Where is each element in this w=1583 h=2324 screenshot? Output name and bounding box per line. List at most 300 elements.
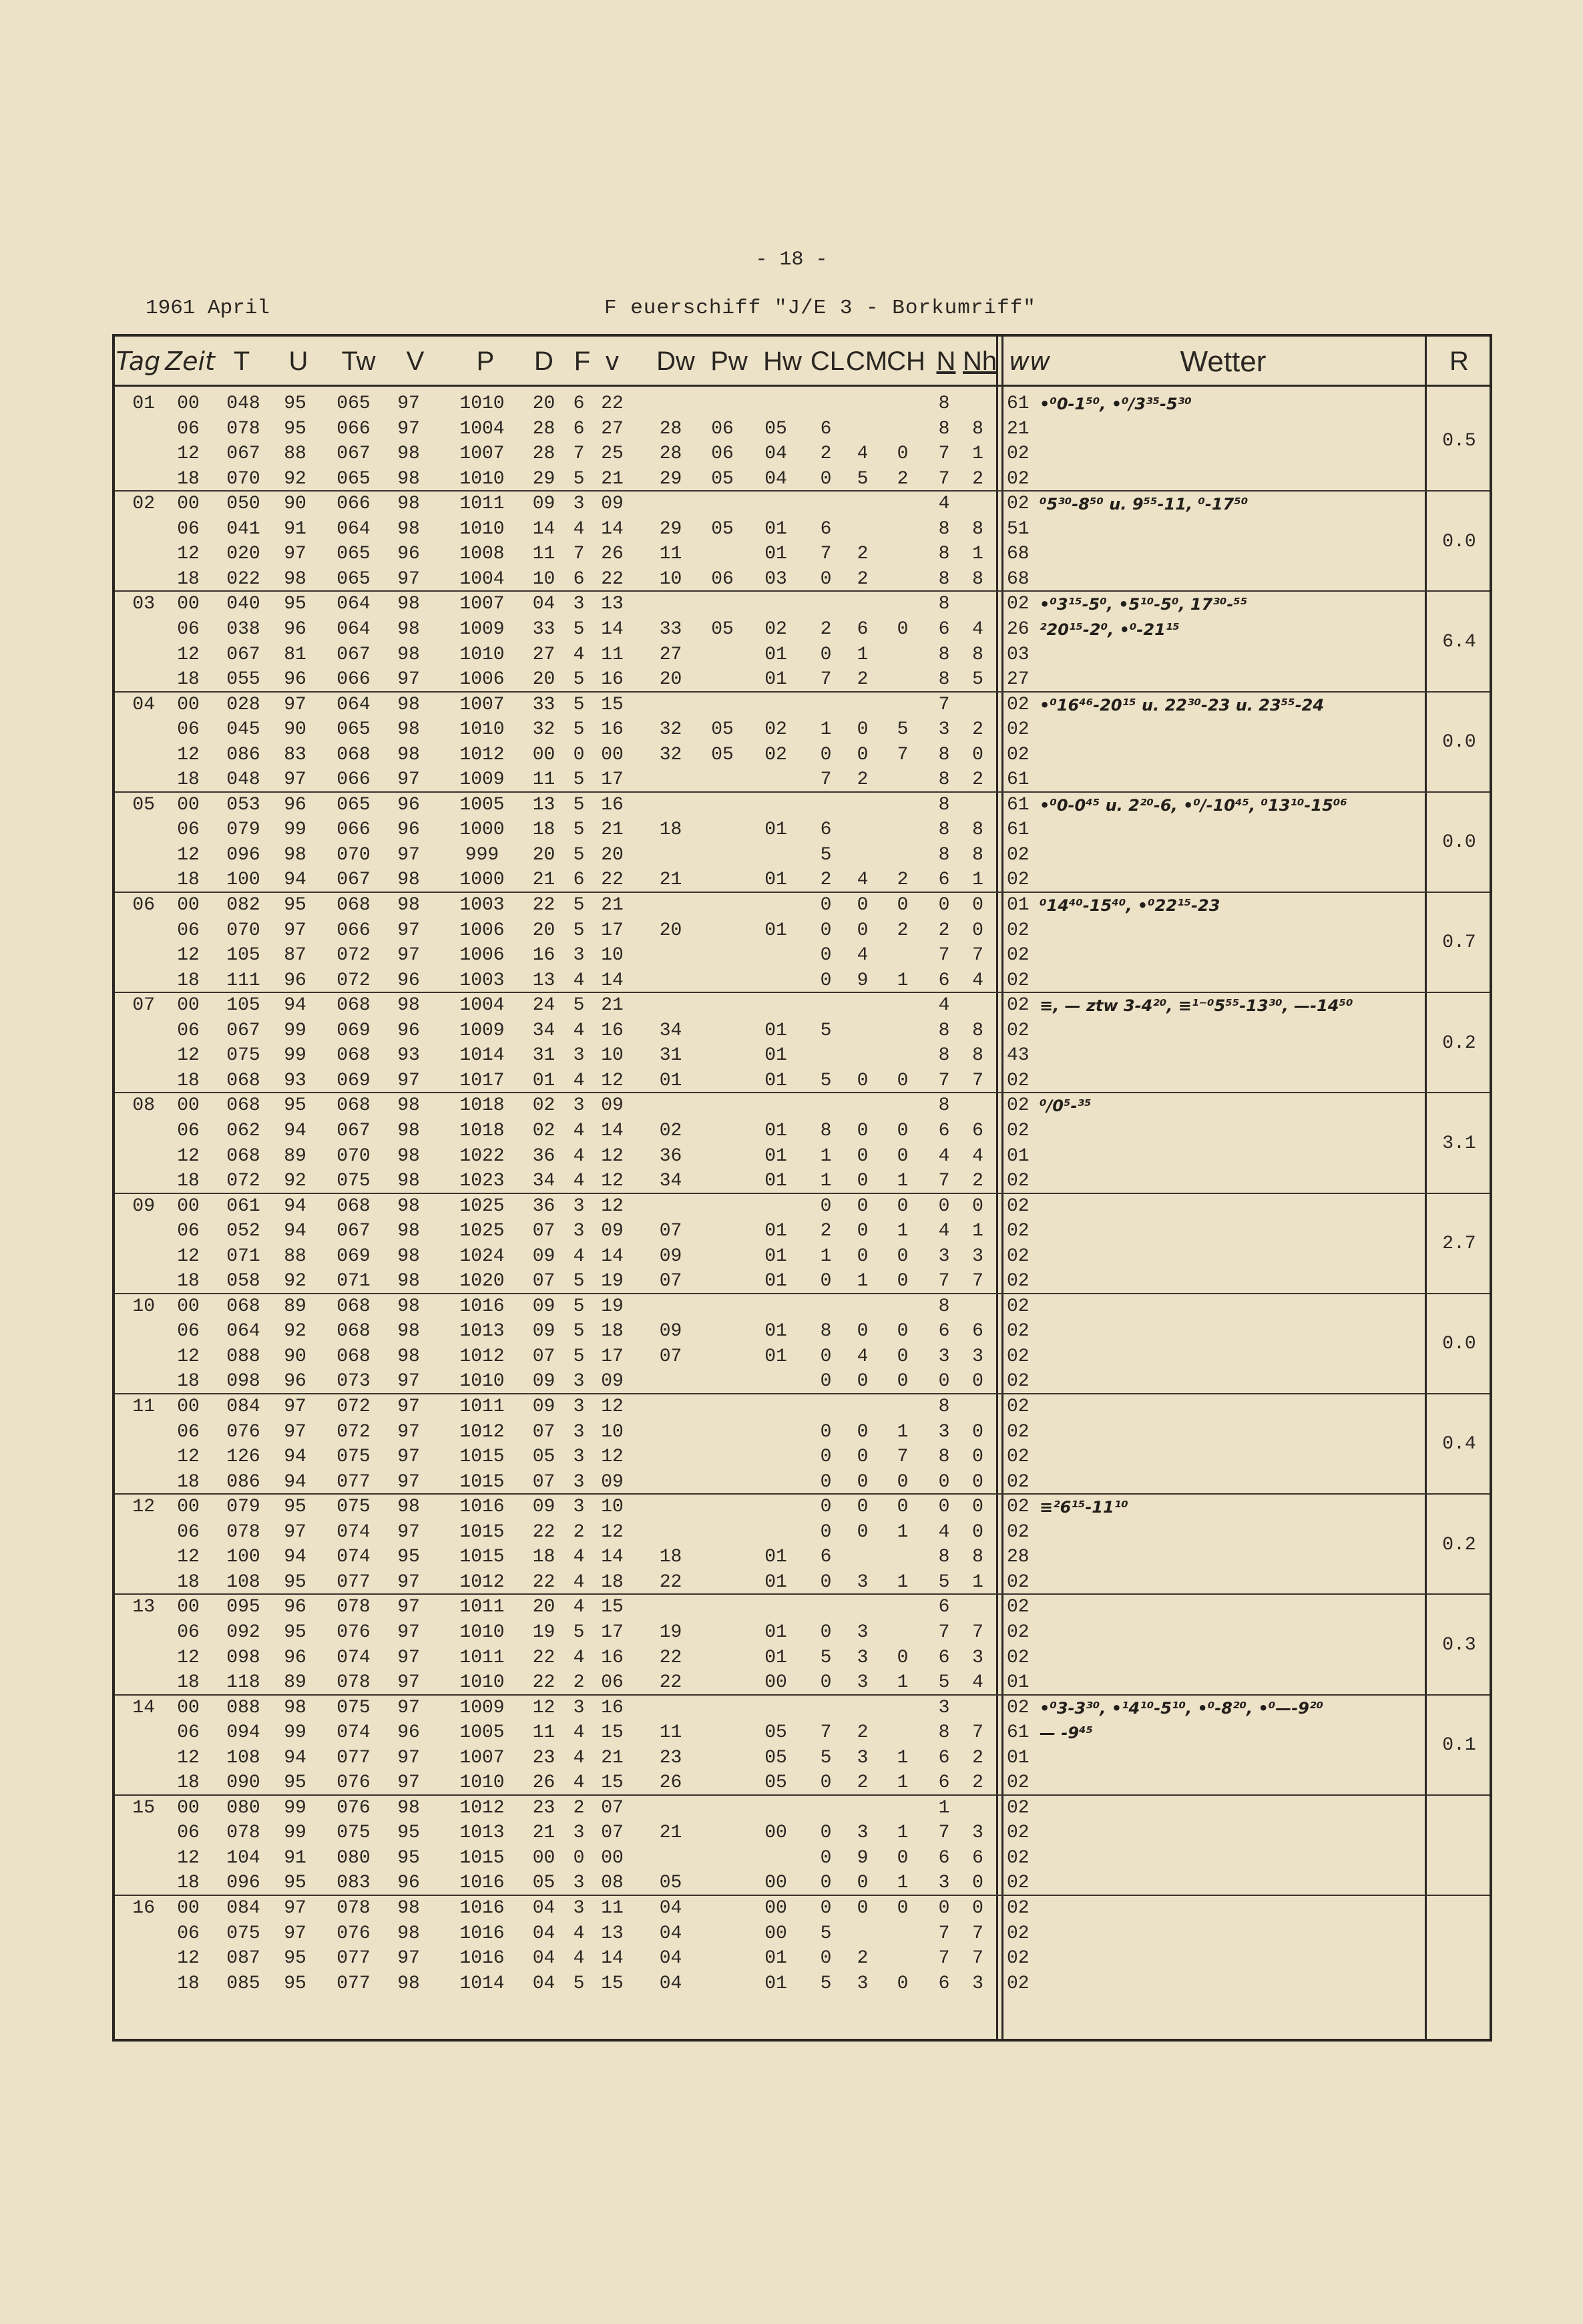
cell-nh: 6 bbox=[972, 1321, 983, 1342]
cell-dw: 29 bbox=[659, 468, 682, 490]
cell-zeit: 18 bbox=[177, 1672, 200, 1694]
cell-nh: 7 bbox=[972, 1948, 983, 1969]
cell-p: 1024 bbox=[459, 1245, 505, 1267]
cell-d: 23 bbox=[532, 1797, 555, 1818]
cell-u: 98 bbox=[284, 568, 306, 590]
cell-tw: 075 bbox=[336, 1171, 371, 1192]
cell-v-small: 16 bbox=[601, 669, 624, 691]
cell-tw: 072 bbox=[336, 1421, 371, 1442]
cell-p: 1016 bbox=[459, 1923, 505, 1944]
cell-p: 1023 bbox=[459, 1171, 505, 1192]
cell-cl: 2 bbox=[820, 869, 832, 891]
cell-t: 118 bbox=[226, 1672, 260, 1694]
cell-d: 32 bbox=[532, 719, 555, 741]
cell-u: 94 bbox=[284, 1221, 306, 1242]
cell-u: 94 bbox=[284, 869, 306, 891]
cell-t: 048 bbox=[226, 769, 260, 791]
cell-d: 07 bbox=[532, 1421, 555, 1442]
cell-hw: 01 bbox=[764, 1647, 787, 1668]
cell-d: 09 bbox=[532, 1396, 555, 1417]
cell-ww: 21 bbox=[1007, 418, 1030, 439]
cell-zeit: 06 bbox=[177, 1521, 200, 1543]
day-separator bbox=[115, 1193, 1490, 1194]
cell-t: 086 bbox=[226, 744, 260, 765]
cell-t: 100 bbox=[226, 1547, 260, 1568]
cell-tw: 074 bbox=[336, 1647, 371, 1668]
cell-zeit: 12 bbox=[177, 1647, 200, 1668]
cell-p: 1025 bbox=[459, 1221, 505, 1242]
cell-d: 09 bbox=[532, 1296, 555, 1317]
cell-d: 27 bbox=[532, 644, 555, 665]
cell-ww: 02 bbox=[1007, 1797, 1030, 1818]
cell-p: 1018 bbox=[459, 1095, 505, 1117]
cell-ch: 5 bbox=[897, 719, 909, 741]
cell-cm: 0 bbox=[857, 744, 869, 765]
cell-u: 97 bbox=[284, 769, 306, 791]
cell-v-small: 14 bbox=[601, 1948, 624, 1969]
col-ww: ww bbox=[1008, 347, 1051, 376]
cell-ww: 03 bbox=[1007, 644, 1030, 665]
day-separator bbox=[115, 1794, 1490, 1796]
cell-d: 20 bbox=[532, 844, 555, 865]
col-tag: Tag bbox=[116, 347, 161, 376]
cell-u: 99 bbox=[284, 819, 306, 841]
cell-pw: 06 bbox=[711, 443, 734, 465]
cell-cl: 8 bbox=[820, 1321, 832, 1342]
cell-f: 4 bbox=[573, 1145, 585, 1167]
cell-nh: 2 bbox=[972, 1772, 983, 1794]
cell-u: 97 bbox=[284, 920, 306, 941]
cell-cm: 9 bbox=[857, 970, 869, 991]
cell-hw: 01 bbox=[764, 1547, 787, 1568]
cell-cl: 0 bbox=[820, 1271, 832, 1292]
cell-cm: 3 bbox=[857, 1822, 869, 1844]
cell-d: 22 bbox=[532, 1672, 555, 1694]
cell-ww: 26 bbox=[1007, 618, 1030, 640]
cell-cl: 7 bbox=[820, 544, 832, 565]
cell-tag: 08 bbox=[132, 1095, 155, 1117]
cell-tw: 068 bbox=[336, 895, 371, 916]
cell-cm: 2 bbox=[857, 1722, 869, 1744]
cell-f: 4 bbox=[573, 1948, 585, 1969]
cell-d: 09 bbox=[532, 1497, 555, 1518]
cell-v-small: 12 bbox=[601, 1195, 624, 1217]
cell-zeit: 12 bbox=[177, 443, 200, 465]
cell-tw: 067 bbox=[336, 1120, 371, 1141]
cell-hw: 01 bbox=[764, 1948, 787, 1969]
cell-ch: 0 bbox=[897, 1847, 909, 1869]
cell-hw: 02 bbox=[764, 618, 787, 640]
cell-dw: 20 bbox=[659, 920, 682, 941]
cell-f: 3 bbox=[573, 1221, 585, 1242]
cell-ww: 28 bbox=[1007, 1547, 1030, 1568]
cell-zeit: 12 bbox=[177, 1045, 200, 1067]
cell-v-small: 15 bbox=[601, 1597, 624, 1618]
cell-ch: 1 bbox=[897, 1521, 909, 1543]
cell-cl: 2 bbox=[820, 443, 832, 465]
cell-d: 04 bbox=[532, 1898, 555, 1919]
cell-tag: 15 bbox=[132, 1797, 155, 1818]
cell-t: 088 bbox=[226, 1697, 260, 1718]
cell-tw: 068 bbox=[336, 1195, 371, 1217]
cell-tw: 072 bbox=[336, 1396, 371, 1417]
cell-t: 076 bbox=[226, 1421, 260, 1442]
cell-n: 8 bbox=[938, 418, 950, 439]
cell-p: 1017 bbox=[459, 1070, 505, 1091]
cell-cm: 0 bbox=[857, 1245, 869, 1267]
cell-nh: 0 bbox=[972, 895, 983, 916]
cell-nh: 0 bbox=[972, 1421, 983, 1442]
cell-hw: 01 bbox=[764, 1973, 787, 1994]
cell-dw: 29 bbox=[659, 518, 682, 540]
cell-f: 5 bbox=[573, 844, 585, 865]
cell-zeit: 06 bbox=[177, 1221, 200, 1242]
cell-v-small: 12 bbox=[601, 1145, 624, 1167]
cell-v: 98 bbox=[397, 594, 420, 615]
cell-tag: 05 bbox=[132, 794, 155, 815]
cell-v-small: 13 bbox=[601, 594, 624, 615]
cell-v: 96 bbox=[397, 1722, 420, 1744]
cell-v: 97 bbox=[397, 1948, 420, 1969]
cell-tw: 064 bbox=[336, 594, 371, 615]
cell-t: 067 bbox=[226, 644, 260, 665]
cell-dw: 09 bbox=[659, 1245, 682, 1267]
cell-cl: 6 bbox=[820, 518, 832, 540]
cell-nh: 7 bbox=[972, 1271, 983, 1292]
cell-ch: 0 bbox=[897, 1973, 909, 1994]
cell-dw: 04 bbox=[659, 1973, 682, 1994]
cell-ch: 0 bbox=[897, 1371, 909, 1392]
cell-tag: 02 bbox=[132, 494, 155, 515]
cell-nh: 8 bbox=[972, 568, 983, 590]
cell-f: 4 bbox=[573, 1070, 585, 1091]
cell-v: 98 bbox=[397, 443, 420, 465]
cell-cm: 0 bbox=[857, 1421, 869, 1442]
cell-v-small: 20 bbox=[601, 844, 624, 865]
cell-v-small: 17 bbox=[601, 1346, 624, 1367]
cell-cl: 0 bbox=[820, 1873, 832, 1894]
cell-nh: 3 bbox=[972, 1973, 983, 1994]
cell-n: 7 bbox=[938, 468, 950, 490]
cell-nh: 0 bbox=[972, 1873, 983, 1894]
cell-dw: 32 bbox=[659, 744, 682, 765]
cell-nh: 8 bbox=[972, 1045, 983, 1067]
cell-f: 0 bbox=[573, 1847, 585, 1869]
cell-hw: 01 bbox=[764, 1271, 787, 1292]
cell-f: 2 bbox=[573, 1672, 585, 1694]
cell-ww: 02 bbox=[1007, 1120, 1030, 1141]
cell-dw: 22 bbox=[659, 1672, 682, 1694]
cell-t: 040 bbox=[226, 594, 260, 615]
cell-cm: 0 bbox=[857, 1471, 869, 1493]
cell-d: 20 bbox=[532, 669, 555, 691]
cell-d: 34 bbox=[532, 1171, 555, 1192]
cell-tw: 074 bbox=[336, 1521, 371, 1543]
cell-pw: 05 bbox=[711, 518, 734, 540]
cell-zeit: 06 bbox=[177, 1321, 200, 1342]
cell-u: 96 bbox=[284, 1647, 306, 1668]
cell-zeit: 00 bbox=[177, 594, 200, 615]
cell-p: 1010 bbox=[459, 1772, 505, 1794]
cell-d: 13 bbox=[532, 970, 555, 991]
r-value: 0.2 bbox=[1442, 1534, 1476, 1555]
cell-dw: 20 bbox=[659, 669, 682, 691]
cell-dw: 34 bbox=[659, 1171, 682, 1192]
cell-t: 020 bbox=[226, 544, 260, 565]
cell-ww: 02 bbox=[1007, 1621, 1030, 1643]
cell-cm: 2 bbox=[857, 669, 869, 691]
cell-tw: 070 bbox=[336, 844, 371, 865]
cell-d: 28 bbox=[532, 443, 555, 465]
cell-v-small: 16 bbox=[601, 794, 624, 815]
cell-n: 6 bbox=[938, 1321, 950, 1342]
cell-tw: 068 bbox=[336, 1045, 371, 1067]
cell-u: 94 bbox=[284, 1547, 306, 1568]
cell-v-small: 14 bbox=[601, 1547, 624, 1568]
cell-p: 1000 bbox=[459, 869, 505, 891]
cell-p: 1011 bbox=[459, 1647, 505, 1668]
cell-d: 20 bbox=[532, 920, 555, 941]
cell-ch: 1 bbox=[897, 1873, 909, 1894]
cell-ww: 02 bbox=[1007, 1421, 1030, 1442]
cell-t: 028 bbox=[226, 694, 260, 715]
cell-hw: 00 bbox=[764, 1672, 787, 1694]
cell-zeit: 06 bbox=[177, 518, 200, 540]
cell-zeit: 18 bbox=[177, 1973, 200, 1994]
cell-p: 1007 bbox=[459, 1747, 505, 1768]
cell-t: 090 bbox=[226, 1772, 260, 1794]
cell-hw: 01 bbox=[764, 1070, 787, 1091]
cell-f: 4 bbox=[573, 1597, 585, 1618]
cell-cl: 0 bbox=[820, 1195, 832, 1217]
cell-v-small: 14 bbox=[601, 1120, 624, 1141]
cell-hw: 01 bbox=[764, 544, 787, 565]
cell-v-small: 16 bbox=[601, 1020, 624, 1041]
cell-hw: 01 bbox=[764, 1346, 787, 1367]
cell-p: 1007 bbox=[459, 594, 505, 615]
cell-v-small: 09 bbox=[601, 1095, 624, 1117]
cell-d: 22 bbox=[532, 895, 555, 916]
cell-ch: 0 bbox=[897, 1647, 909, 1668]
cell-zeit: 12 bbox=[177, 744, 200, 765]
cell-d: 10 bbox=[532, 568, 555, 590]
cell-cl: 0 bbox=[820, 1346, 832, 1367]
cell-v: 97 bbox=[397, 1747, 420, 1768]
cell-v-small: 12 bbox=[601, 1446, 624, 1468]
cell-n: 7 bbox=[938, 1271, 950, 1292]
cell-u: 91 bbox=[284, 518, 306, 540]
header-divider bbox=[115, 385, 1490, 387]
cell-ww: 68 bbox=[1007, 568, 1030, 590]
cell-f: 5 bbox=[573, 694, 585, 715]
cell-f: 4 bbox=[573, 1020, 585, 1041]
cell-zeit: 00 bbox=[177, 1095, 200, 1117]
cell-ch: 1 bbox=[897, 970, 909, 991]
cell-ww: 02 bbox=[1007, 1271, 1030, 1292]
cell-v: 97 bbox=[397, 1647, 420, 1668]
cell-d: 20 bbox=[532, 393, 555, 414]
cell-ch: 0 bbox=[897, 1271, 909, 1292]
cell-p: 1010 bbox=[459, 393, 505, 414]
cell-u: 97 bbox=[284, 1898, 306, 1919]
cell-v: 97 bbox=[397, 1471, 420, 1493]
cell-v-small: 17 bbox=[601, 920, 624, 941]
cell-dw: 05 bbox=[659, 1873, 682, 1894]
cell-v: 98 bbox=[397, 618, 420, 640]
cell-v-small: 21 bbox=[601, 1747, 624, 1768]
cell-u: 97 bbox=[284, 694, 306, 715]
cell-f: 5 bbox=[573, 618, 585, 640]
cell-u: 97 bbox=[284, 1521, 306, 1543]
wetter-note: ≡²6¹⁵-11¹⁰ bbox=[1040, 1498, 1128, 1517]
cell-tag: 12 bbox=[132, 1497, 155, 1518]
cell-tw: 065 bbox=[336, 393, 371, 414]
cell-ww: 02 bbox=[1007, 1371, 1030, 1392]
cell-v: 96 bbox=[397, 794, 420, 815]
wetter-note: ⁰/0⁵-³⁵ bbox=[1040, 1097, 1092, 1116]
col-tw: Tw bbox=[341, 347, 376, 376]
cell-f: 0 bbox=[573, 744, 585, 765]
cell-f: 3 bbox=[573, 1095, 585, 1117]
cell-cl: 1 bbox=[820, 1145, 832, 1167]
cell-f: 3 bbox=[573, 1446, 585, 1468]
cell-tw: 080 bbox=[336, 1847, 371, 1869]
cell-p: 1009 bbox=[459, 618, 505, 640]
cell-tag: 09 bbox=[132, 1195, 155, 1217]
cell-t: 041 bbox=[226, 518, 260, 540]
cell-dw: 04 bbox=[659, 1898, 682, 1919]
cell-p: 1010 bbox=[459, 1371, 505, 1392]
cell-cm: 0 bbox=[857, 1070, 869, 1091]
r-value: 0.0 bbox=[1442, 832, 1476, 853]
cell-ww: 02 bbox=[1007, 1923, 1030, 1944]
cell-zeit: 06 bbox=[177, 819, 200, 841]
cell-v: 97 bbox=[397, 769, 420, 791]
cell-n: 8 bbox=[938, 644, 950, 665]
cell-f: 2 bbox=[573, 1521, 585, 1543]
cell-cl: 5 bbox=[820, 1070, 832, 1091]
cell-v: 98 bbox=[397, 1797, 420, 1818]
cell-u: 96 bbox=[284, 618, 306, 640]
cell-tw: 069 bbox=[336, 1245, 371, 1267]
cell-zeit: 18 bbox=[177, 1772, 200, 1794]
cell-u: 92 bbox=[284, 1171, 306, 1192]
cell-v-small: 19 bbox=[601, 1296, 624, 1317]
cell-tw: 075 bbox=[336, 1446, 371, 1468]
cell-f: 5 bbox=[573, 1296, 585, 1317]
cell-v: 97 bbox=[397, 1521, 420, 1543]
cell-ch: 0 bbox=[897, 1245, 909, 1267]
cell-t: 068 bbox=[226, 1095, 260, 1117]
cell-d: 02 bbox=[532, 1120, 555, 1141]
wetter-note: ²20¹⁵-2⁰, •⁰-21¹⁵ bbox=[1040, 620, 1180, 639]
cell-p: 1010 bbox=[459, 1672, 505, 1694]
cell-d: 21 bbox=[532, 1822, 555, 1844]
cell-nh: 1 bbox=[972, 544, 983, 565]
cell-p: 1000 bbox=[459, 819, 505, 841]
cell-u: 92 bbox=[284, 468, 306, 490]
cell-f: 5 bbox=[573, 819, 585, 841]
day-separator bbox=[115, 892, 1490, 893]
header-year-month: 1961 April bbox=[146, 297, 270, 320]
cell-v: 97 bbox=[397, 1697, 420, 1718]
cell-t: 096 bbox=[226, 1873, 260, 1894]
cell-cl: 0 bbox=[820, 1446, 832, 1468]
cell-cl: 0 bbox=[820, 468, 832, 490]
cell-v-small: 17 bbox=[601, 769, 624, 791]
cell-cm: 9 bbox=[857, 1847, 869, 1869]
cell-cl: 0 bbox=[820, 744, 832, 765]
col-zeit: Zeit bbox=[165, 347, 215, 376]
cell-p: 1010 bbox=[459, 644, 505, 665]
cell-tw: 072 bbox=[336, 945, 371, 966]
cell-cl: 0 bbox=[820, 1497, 832, 1518]
cell-n: 7 bbox=[938, 1171, 950, 1192]
cell-u: 97 bbox=[284, 1421, 306, 1442]
cell-t: 068 bbox=[226, 1145, 260, 1167]
cell-ww: 02 bbox=[1007, 995, 1030, 1016]
cell-v-small: 09 bbox=[601, 494, 624, 515]
cell-u: 90 bbox=[284, 494, 306, 515]
cell-n: 8 bbox=[938, 669, 950, 691]
cell-pw: 05 bbox=[711, 468, 734, 490]
cell-d: 22 bbox=[532, 1521, 555, 1543]
cell-nh: 7 bbox=[972, 1722, 983, 1744]
cell-nh: 8 bbox=[972, 1547, 983, 1568]
cell-n: 8 bbox=[938, 794, 950, 815]
cell-dw: 11 bbox=[659, 1722, 682, 1744]
cell-tw: 065 bbox=[336, 568, 371, 590]
cell-p: 1003 bbox=[459, 970, 505, 991]
cell-v: 97 bbox=[397, 844, 420, 865]
cell-n: 0 bbox=[938, 895, 950, 916]
cell-zeit: 12 bbox=[177, 1948, 200, 1969]
cell-tw: 077 bbox=[336, 1471, 371, 1493]
cell-ch: 2 bbox=[897, 468, 909, 490]
cell-nh: 0 bbox=[972, 1471, 983, 1493]
cell-ww: 02 bbox=[1007, 1171, 1030, 1192]
cell-d: 19 bbox=[532, 1621, 555, 1643]
cell-p: 1025 bbox=[459, 1195, 505, 1217]
cell-cl: 0 bbox=[820, 1621, 832, 1643]
cell-t: 068 bbox=[226, 1070, 260, 1091]
cell-u: 94 bbox=[284, 995, 306, 1016]
cell-tw: 077 bbox=[336, 1973, 371, 1994]
cell-hw: 01 bbox=[764, 819, 787, 841]
cell-n: 0 bbox=[938, 1898, 950, 1919]
cell-ww: 61 bbox=[1007, 794, 1030, 815]
cell-v-small: 12 bbox=[601, 1171, 624, 1192]
cell-p: 1007 bbox=[459, 694, 505, 715]
cell-nh: 3 bbox=[972, 1647, 983, 1668]
cell-t: 086 bbox=[226, 1471, 260, 1493]
cell-zeit: 12 bbox=[177, 1747, 200, 1768]
cell-u: 98 bbox=[284, 1697, 306, 1718]
cell-tag: 06 bbox=[132, 895, 155, 916]
cell-hw: 04 bbox=[764, 443, 787, 465]
cell-t: 100 bbox=[226, 869, 260, 891]
cell-d: 14 bbox=[532, 518, 555, 540]
cell-v-small: 10 bbox=[601, 1497, 624, 1518]
cell-tw: 076 bbox=[336, 1621, 371, 1643]
cell-v: 97 bbox=[397, 393, 420, 414]
cell-p: 1006 bbox=[459, 920, 505, 941]
cell-tw: 068 bbox=[336, 744, 371, 765]
cell-t: 067 bbox=[226, 1020, 260, 1041]
cell-t: 105 bbox=[226, 945, 260, 966]
cell-zeit: 00 bbox=[177, 1697, 200, 1718]
cell-zeit: 00 bbox=[177, 1797, 200, 1818]
